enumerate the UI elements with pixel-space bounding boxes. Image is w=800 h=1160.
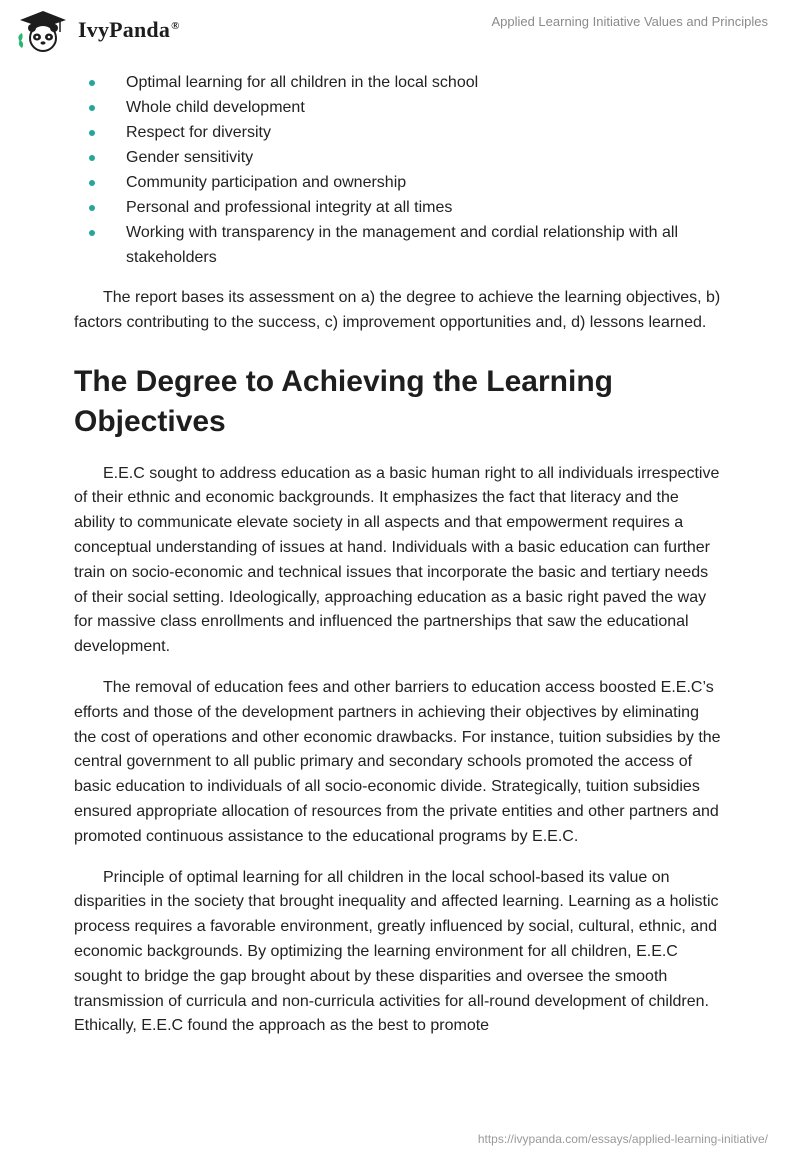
list-item: Respect for diversity (74, 120, 724, 145)
list-item: Personal and professional integrity at all times (74, 195, 724, 220)
bullet-icon (89, 230, 95, 236)
panda-graduation-icon (14, 8, 72, 52)
bullet-icon (89, 80, 95, 86)
document-title: Applied Learning Initiative Values and Principles (491, 14, 768, 29)
values-list (74, 70, 724, 270)
essay-content (74, 70, 724, 1039)
list-item: Gender sensitivity (74, 145, 724, 170)
list-item: Optimal learning for all children in the local school (74, 70, 724, 95)
bullet-icon (89, 105, 95, 111)
list-item: Working with transparency in the management and cordial relationship with all stakeholders (74, 220, 724, 270)
body-paragraph: Principle of optimal learning for all children in the local school-based its value on disparities in the society that brought inequality and affected learning. Learning as a holistic process requires a favorable environment, greatly influenced by social, cultural, ethnic, and economic backgrounds. By optimizing the learning environment for all children, E.E.C sought to bridge the gap brought about by these disparities and oversee the smooth transmission of curricula and non-curricula activities for all-round development of children. Ethically, E.E.C found the approach as the best to promote (74, 868, 719, 1035)
intro-paragraph: The report bases its assessment on a) the degree to achieve the learning objectives, b) factors contributing to the success, c) improvement opportunities and, d) lessons learned. (74, 289, 721, 331)
page-header (0, 0, 800, 60)
ivypanda-logo[interactable] (14, 8, 180, 52)
registered-mark: ® (171, 19, 180, 32)
bullet-icon (89, 180, 95, 186)
section-heading: The Degree to Achieving the Learning Objectives (74, 364, 613, 438)
bullet-icon (89, 130, 95, 136)
body-paragraph: E.E.C sought to address education as a basic human right to all individuals irrespective of their ethnic and economic backgrounds. It emphasizes the fact that literacy and the ability to communicate elevate society in all aspects and that empowerment requires a conceptual understanding of issues at hand. Individuals with a basic education can further train on socio-economic and technical issues that incorporate the basic and tertiary needs of their social setting. Ideologically, approaching education as a basic right paved the way for massive class enrollments and influenced the partnerships that saw the educational development. (74, 464, 720, 656)
body-paragraph: The removal of education fees and other barriers to education access boosted E.E.C’s efforts and those of the development partners in achieving their objectives by eliminating the cost of operations and other economic drawbacks. For instance, tuition subsidies by the central government to all public primary and secondary schools promoted the access of basic education to individuals of all socio-economic divide. Strategically, tuition subsidies ensured appropriate allocation of resources from the private entities and other partners and promoted continuous assistance to the educational programs by E.E.C. (74, 678, 721, 845)
list-item: Community participation and ownership (74, 170, 724, 195)
list-item: Whole child development (74, 95, 724, 120)
source-url[interactable]: https://ivypanda.com/essays/applied-learning-initiative/ (477, 1132, 768, 1146)
bullet-icon (89, 155, 95, 161)
brand-name: IvyPanda® (78, 17, 180, 42)
bullet-icon (89, 205, 95, 211)
